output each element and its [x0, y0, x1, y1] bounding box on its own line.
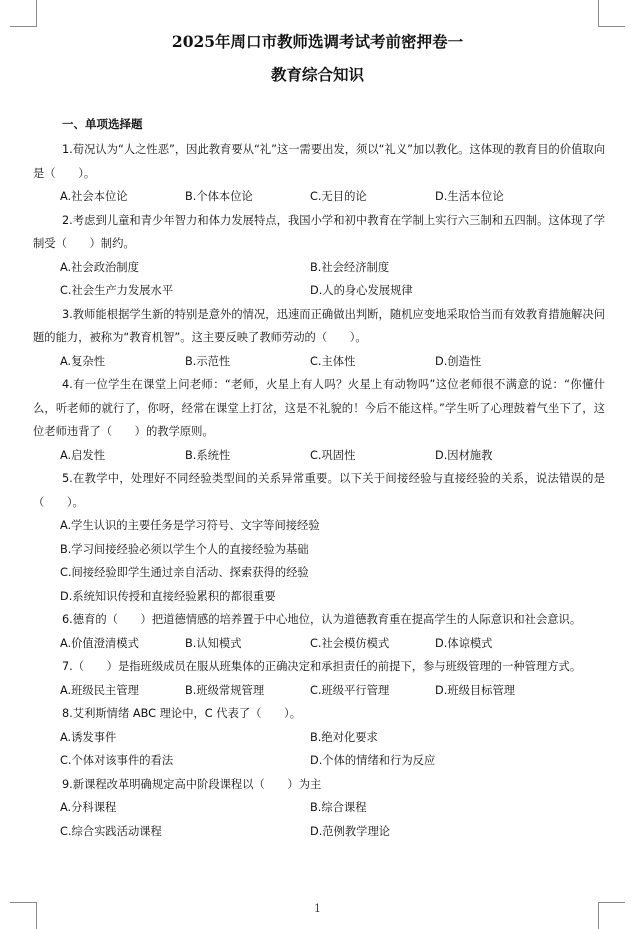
option: B.班级常规管理: [185, 683, 265, 697]
page-number: 1: [314, 902, 321, 915]
crop-mark-top-right: [598, 0, 625, 27]
question-5-option-c: [33, 561, 605, 585]
option: C.无目的论: [310, 190, 367, 203]
option: C.社会生产力发展水平: [60, 284, 174, 297]
option: B.个体本位论: [185, 190, 253, 203]
option: B.绝对化要求: [310, 730, 378, 744]
option: A.价值澄清模式: [60, 636, 139, 650]
option: A.诱发事件: [60, 730, 117, 744]
option: D.创造性: [435, 354, 482, 368]
option: A.班级民主管理: [60, 683, 139, 697]
option: C.主体性: [310, 354, 356, 368]
option: C.班级平行管理: [310, 683, 390, 697]
option: A.复杂性: [60, 354, 106, 368]
option: A.社会本位论: [60, 190, 128, 203]
question-8-options-row-1: [33, 726, 605, 750]
option: C.个体对该事件的看法: [60, 754, 174, 767]
option: D.范例教学理论: [310, 824, 391, 838]
option: B.学习间接经验必须以学生个人的直接经验为基础: [60, 542, 309, 556]
question-8-options-row-2: [33, 749, 605, 773]
question-4-options: [33, 444, 605, 468]
question-5-option-b: [33, 538, 605, 562]
question-8-stem: 8.艾利斯情绪 ABC 理论中，C 代表了（ ）。: [62, 707, 302, 720]
option: C.社会模仿模式: [310, 636, 390, 650]
section-title: 一、单项选择题: [62, 117, 143, 131]
option: D.系统知识传授和直接经验累积的都很重要: [60, 589, 276, 603]
option: B.综合课程: [310, 801, 367, 814]
question-1-stem: 1.荀况认为“人之性恶”，因此教育要从“礼”这一需要出发，须以“礼义”加以教化。这体现的教育目的价值取向是（ ）。: [33, 143, 605, 180]
option: C.综合实践活动课程: [60, 824, 162, 838]
option: C.间接经验即学生通过亲自活动、探索获得的经验: [60, 566, 309, 579]
option: B.认知模式: [185, 636, 242, 650]
option: D.人的身心发展规律: [310, 284, 413, 297]
question-2-stem: 2.考虑到儿童和青少年智力和体力发展特点，我国小学和初中教育在学制上实行六三制和五四制。这体现了学制受（ ）制约。: [33, 213, 605, 250]
option: D.生活本位论: [435, 190, 504, 203]
question-9-options-row-2: [33, 820, 605, 844]
question-7-options: [33, 679, 605, 703]
document-title: 2025年周口市教师选调考试考前密押卷一: [171, 32, 464, 51]
option: D.体谅模式: [435, 636, 493, 650]
question-4-stem: 4.有一位学生在课堂上问老师：“老师，火星上有人吗？火星上有动物吗”这位老师很不满意的说：“你懂什么，听老师的就行了，你呀，经常在课堂上打岔，这是不礼貌的！今后不能这样。”学生听了心理鼓着气坐下了，这位老师违背了（ ）的教学原则。: [33, 378, 605, 438]
question-list: [33, 138, 605, 843]
question-5-option-a: [33, 514, 605, 538]
option: D.个体的情绪和行为反应: [310, 754, 436, 767]
document-subtitle: 教育综合知识: [270, 65, 364, 84]
option: B.示范性: [185, 354, 231, 368]
question-3-stem: 3.教师能根据学生新的特别是意外的情况，迅速而正确做出判断，随机应变地采取恰当而有效教育措施解决问题的能力，被称为“教育机智”。这主要反映了教师劳动的（ ）。: [33, 307, 605, 344]
option: A.启发性: [60, 448, 106, 462]
option: B.社会经济制度: [310, 260, 390, 274]
question-3-options: [33, 350, 605, 374]
option: A.学生认识的主要任务是学习符号、文字等间接经验: [60, 519, 320, 532]
question-7-stem: 7.（ ）是指班级成员在服从班集体的正确决定和承担责任的前提下，参与班级管理的一种管理方式。: [62, 660, 582, 673]
option: D.因材施教: [435, 448, 493, 462]
option: D.班级目标管理: [435, 683, 516, 697]
question-9-options-row-1: [33, 796, 605, 820]
option: C.巩固性: [310, 448, 356, 462]
crop-mark-top-left: [10, 0, 37, 27]
option: A.社会政治制度: [60, 260, 139, 274]
question-2-options-row-1: [33, 256, 605, 280]
question-1-options: [33, 185, 605, 209]
question-6-options: [33, 632, 605, 656]
question-9-stem: 9.新课程改革明确规定高中阶段课程以（ ）为主: [62, 777, 322, 791]
question-5-stem: 5.在教学中，处理好不同经验类型间的关系异常重要。以下关于间接经验与直接经验的关系，说法错误的是（ ）。: [33, 472, 605, 509]
option: A.分科课程: [60, 801, 117, 814]
question-5-option-d: [33, 585, 605, 609]
option: B.系统性: [185, 448, 231, 462]
question-2-options-row-2: [33, 279, 605, 303]
question-6-stem: 6.德育的（ ）把道德情感的培养置于中心地位，认为道德教育重在提高学生的人际意识和社会意识。: [62, 613, 582, 626]
